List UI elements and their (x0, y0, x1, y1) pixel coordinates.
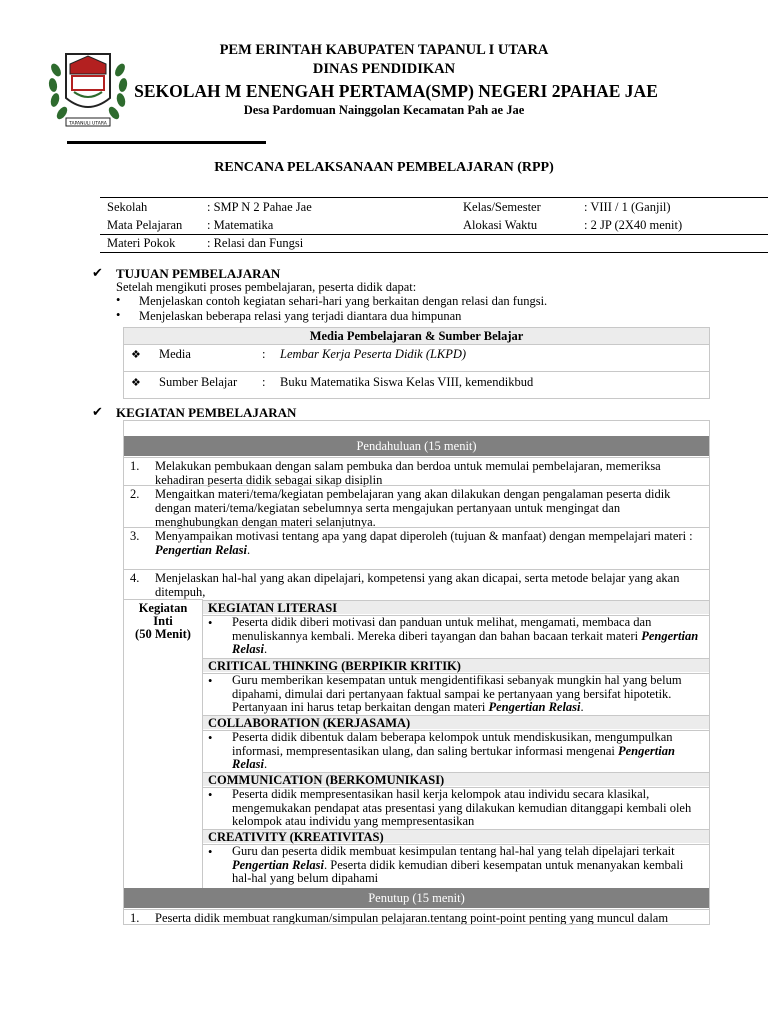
core-label-line: (50 Menit) (135, 627, 191, 641)
core-text-emphasis: Pengertian Relasi (232, 743, 675, 771)
activities-table (123, 420, 710, 925)
class-value: : VIII / 1 (Ganjil) (584, 200, 671, 214)
header-government: PEM ERINTAH KABUPATEN TAPANUL I UTARA (219, 42, 549, 58)
media-separator: : (262, 347, 266, 361)
core-item-text (232, 731, 702, 772)
bullet-icon: • (208, 731, 213, 745)
topic-label: Materi Pokok (107, 236, 176, 250)
diamond-bullet-icon: ❖ (131, 349, 141, 361)
time-label: Alokasi Waktu (463, 218, 538, 232)
diamond-bullet-icon: ❖ (131, 377, 141, 389)
core-text-main: Peserta didik dibentuk dalam beberapa kelompok untuk mendiskusikan, mengumpulkan informasi, mempresentasikan ulang, dan saling bertukar informasi mengenai (232, 730, 673, 758)
core-subheading: CREATIVITY (KREATIVITAS) (203, 829, 709, 843)
core-item (203, 787, 709, 830)
header-address: Desa Pardomuan Nainggolan Kecamatan Pah ae Jae (243, 103, 525, 117)
document-title: RENCANA PELAKSANAAN PEMBELAJARAN (RPP) (214, 160, 554, 175)
row-text-emphasis: Pengertian Relasi (155, 543, 248, 557)
bullet-icon: • (208, 845, 213, 859)
core-subheading: COLLABORATION (KERJASAMA) (203, 715, 709, 729)
row-number: 1. (130, 459, 140, 473)
bullet-icon: • (208, 616, 213, 630)
row-text (155, 529, 703, 557)
core-text-emphasis: Pengertian Relasi (232, 628, 699, 656)
row-text-tail: . (247, 543, 251, 557)
row-text-main: Menyampaikan motivasi tentang apa yang dapat diperoleh (tujuan & manfaat) dengan mempelajari materi : (155, 529, 693, 543)
core-item (203, 673, 709, 716)
bullet-icon: • (116, 308, 121, 322)
source-separator: : (262, 375, 266, 389)
subject-label: Mata Pelajaran (107, 218, 183, 232)
core-text-main: Peserta didik diberi motivasi dan panduan untuk melihat, mengamati, membaca dan menuliskannya kembali. Mereka diberi tayangan dan bahan bacaan terkait materi (232, 615, 652, 643)
core-item-text (232, 674, 702, 715)
activities-heading: KEGIATAN PEMBELAJARAN (116, 405, 297, 420)
source-label: Sumber Belajar (159, 375, 238, 389)
subject-value: : Matematika (207, 218, 274, 232)
identity-table (100, 197, 768, 253)
core-activity-label (124, 599, 203, 890)
bullet-icon: • (116, 293, 121, 307)
media-table (123, 327, 710, 399)
row-text: Melakukan pembukaan dengan salam pembuka dan berdoa untuk memulai pembelajaran, memeriksa kehadiran peserta didik sebagai sikap disiplin (155, 459, 661, 487)
core-subheading: CRITICAL THINKING (BERPIKIR KRITIK) (203, 658, 709, 672)
header-school-name: SEKOLAH M ENENGAH PERTAMA(SMP) NEGERI 2PAHAE JAE (134, 81, 658, 101)
core-subheading: COMMUNICATION (BERKOMUNIKASI) (203, 772, 709, 786)
core-text-tail: . (263, 757, 268, 771)
core-item-text (232, 845, 702, 886)
topic-value: : Relasi dan Fungsi (207, 236, 304, 250)
table-row (124, 485, 709, 528)
core-text-tail: . (580, 700, 584, 714)
identity-row (100, 198, 768, 216)
svg-text:TAPANULI UTARA: TAPANULI UTARA (69, 121, 107, 127)
goal-item: Menjelaskan beberapa relasi yang terjadi diantara dua himpunan (139, 309, 462, 323)
core-item-text (232, 616, 702, 657)
header-divider (67, 141, 266, 144)
table-row (124, 569, 709, 600)
time-value: : 2 JP (2X40 menit) (584, 218, 683, 232)
core-item (203, 844, 709, 888)
school-value: : SMP N 2 Pahae Jae (207, 200, 312, 214)
row-number: 1. (130, 911, 140, 925)
row-number: 4. (130, 571, 140, 585)
row-text: Mengaitkan materi/tema/kegiatan pembelajaran yang akan dilakukan dengan pengalaman peserta didik dengan materi/tema/kegiatan sebelumnya serta mengajukan pertanyaan untuk mengingat dan menghubungkan dengan materi selanjutnya. (155, 487, 671, 529)
bullet-icon: • (208, 674, 213, 688)
core-text-tail: . Peserta didik kemudian diberi kesempatan untuk menanyakan kembali hal-hal yang belum dipahami (232, 857, 684, 885)
row-number: 3. (130, 529, 140, 543)
core-text-emphasis: Pengertian Relasi (232, 857, 325, 872)
identity-row (100, 234, 768, 252)
intro-section-band: Pendahuluan (15 menit) (124, 436, 709, 456)
source-value: Buku Matematika Siswa Kelas VIII, kemendikbud (280, 375, 534, 389)
core-item-text: Peserta didik mempresentasikan hasil kerja kelompok atau individu secara klasikal, mengemukakan pendapat atas presentasi yang dilakukan kemudian ditanggapi kembali oleh kelompok atau individu yang mempresentasikan (232, 787, 692, 828)
core-text-main: Guru memberikan kesempatan untuk mengidentifikasi sebanyak mungkin hal yang belum dipahami, dimulai dari pertanyaan faktual sampai ke pertanyaan yang bersifat hipotetik. Pertanyaan ini harus tetap berkaitan dengan materi (232, 673, 682, 714)
media-table-heading: Media Pembelajaran & Sumber Belajar (124, 328, 709, 345)
table-row (124, 527, 709, 570)
row-text: Peserta didik membuat rangkuman/simpulan pelajaran.tentang point-point penting yang muncul dalam (155, 911, 669, 925)
goals-heading: TUJUAN PEMBELAJARAN (116, 266, 281, 281)
core-text-main: Guru dan peserta didik membuat kesimpulan tentang hal-hal yang telah dipelajari terkait (232, 844, 675, 858)
table-row (124, 457, 709, 486)
checkmark-icon: ✔ (92, 404, 103, 419)
core-item (203, 730, 709, 773)
goals-intro: Setelah mengikuti proses pembelajaran, peserta didik dapat: (116, 280, 417, 294)
core-text-emphasis: Pengertian Relasi (488, 700, 581, 714)
row-text: Menjelaskan hal-hal yang akan dipelajari, kompetensi yang akan dicapai, serta metode belajar yang akan ditempuh, (155, 571, 680, 599)
table-row (124, 909, 709, 925)
media-row (124, 371, 709, 398)
core-item (203, 615, 709, 659)
media-label: Media (159, 347, 191, 361)
core-label-line: Kegiatan (138, 601, 188, 615)
header-office: DINAS PENDIDIKAN (312, 61, 456, 77)
row-number: 2. (130, 487, 140, 501)
class-label: Kelas/Semester (463, 200, 541, 214)
core-text-tail: . (263, 642, 268, 656)
closing-section-band: Penutup (15 menit) (124, 888, 709, 908)
school-label: Sekolah (107, 200, 148, 214)
goal-item: Menjelaskan contoh kegiatan sehari-hari yang berkaitan dengan relasi dan fungsi. (139, 294, 548, 308)
core-subheading: KEGIATAN LITERASI (203, 600, 709, 614)
identity-row (100, 216, 768, 234)
media-value: Lembar Kerja Peserta Didik (LKPD) (280, 347, 467, 361)
core-label-line: Inti (153, 614, 173, 628)
bullet-icon: • (208, 788, 213, 802)
checkmark-icon: ✔ (92, 265, 103, 280)
media-row (124, 345, 709, 371)
